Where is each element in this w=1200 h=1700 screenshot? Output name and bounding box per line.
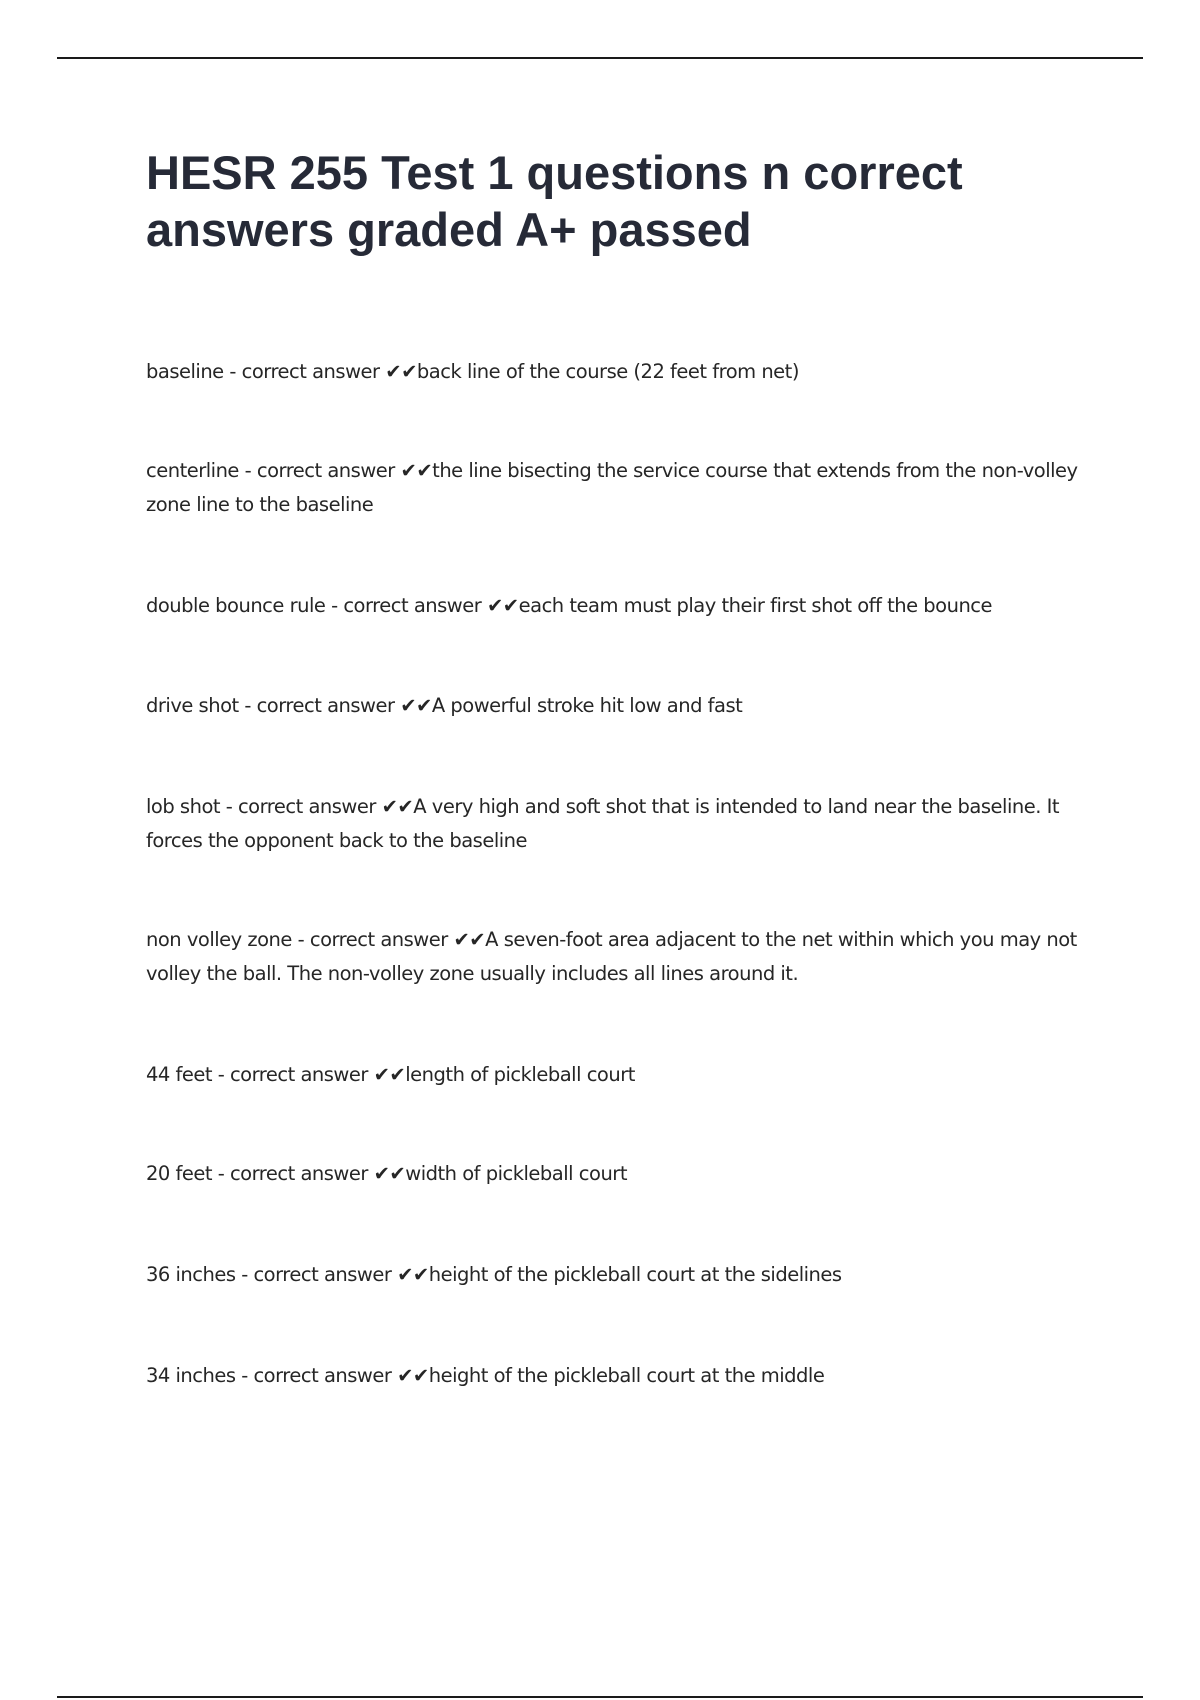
qa-separator: - correct answer [238,694,401,717]
qa-item [146,790,1081,858]
qa-item [146,1359,1081,1393]
checkmark-icon: ✔✔ [381,795,414,818]
checkmark-icon: ✔✔ [453,928,486,951]
qa-item [146,923,1081,991]
qa-term: baseline [146,360,224,383]
qa-term: 34 inches [146,1364,236,1387]
top-rule [57,57,1143,59]
qa-separator: - correct answer [223,360,386,383]
qa-definition: A seven-foot area adjacent to the net within which you may not volley the ball. The non-volley zone usually includes all lines around it. [146,928,1083,985]
qa-separator: - correct answer [220,795,382,818]
checkmark-icon: ✔✔ [397,1364,429,1387]
qa-definition: height of the pickleball court at the middle [428,1364,825,1387]
qa-definition: A powerful stroke hit low and fast [431,694,743,717]
qa-definition: back line of the course (22 feet from net) [416,360,799,383]
qa-term: 36 inches [146,1263,236,1286]
qa-item [146,589,1081,623]
qa-item [146,1058,1081,1092]
checkmark-icon: ✔✔ [373,1063,406,1086]
qa-separator: - correct answer [235,1263,398,1286]
document-title: HESR 255 Test 1 questions n correct answers graded A+ passed [146,146,963,256]
qa-definition: A very high and soft shot that is intended to land near the baseline. It forces the opponent back to the baseline [146,795,1065,852]
qa-term: 20 feet [146,1162,213,1185]
checkmark-icon: ✔✔ [385,360,417,383]
qa-item [146,454,1084,522]
checkmark-icon: ✔✔ [486,594,519,617]
checkmark-icon: ✔✔ [400,459,433,482]
qa-separator: - correct answer [235,1364,398,1387]
qa-separator: - correct answer [212,1162,374,1185]
qa-separator: - correct answer [212,1063,374,1086]
qa-definition: the line bisecting the service course that extends from the non-volley zone line to the baseline [146,459,1084,516]
qa-term: non volley zone [146,928,292,951]
qa-separator: - correct answer [238,459,401,482]
qa-definition: height of the pickleball court at the sidelines [428,1263,842,1286]
qa-term: drive shot [146,694,239,717]
qa-separator: - correct answer [291,928,454,951]
qa-definition: length of pickleball court [405,1063,635,1086]
checkmark-icon: ✔✔ [373,1162,406,1185]
checkmark-icon: ✔✔ [397,1263,429,1286]
qa-item [146,1258,1081,1292]
qa-term: centerline [146,459,239,482]
qa-item [146,689,1081,723]
qa-item [146,355,1081,389]
qa-definition: each team must play their first shot off the bounce [518,594,993,617]
bottom-rule [57,1696,1143,1698]
qa-definition: width of pickleball court [405,1162,627,1185]
qa-term: lob shot [146,795,221,818]
qa-term: 44 feet [146,1063,213,1086]
qa-item [146,1157,1081,1191]
qa-term: double bounce rule [146,594,326,617]
checkmark-icon: ✔✔ [400,694,432,717]
qa-separator: - correct answer [325,594,487,617]
